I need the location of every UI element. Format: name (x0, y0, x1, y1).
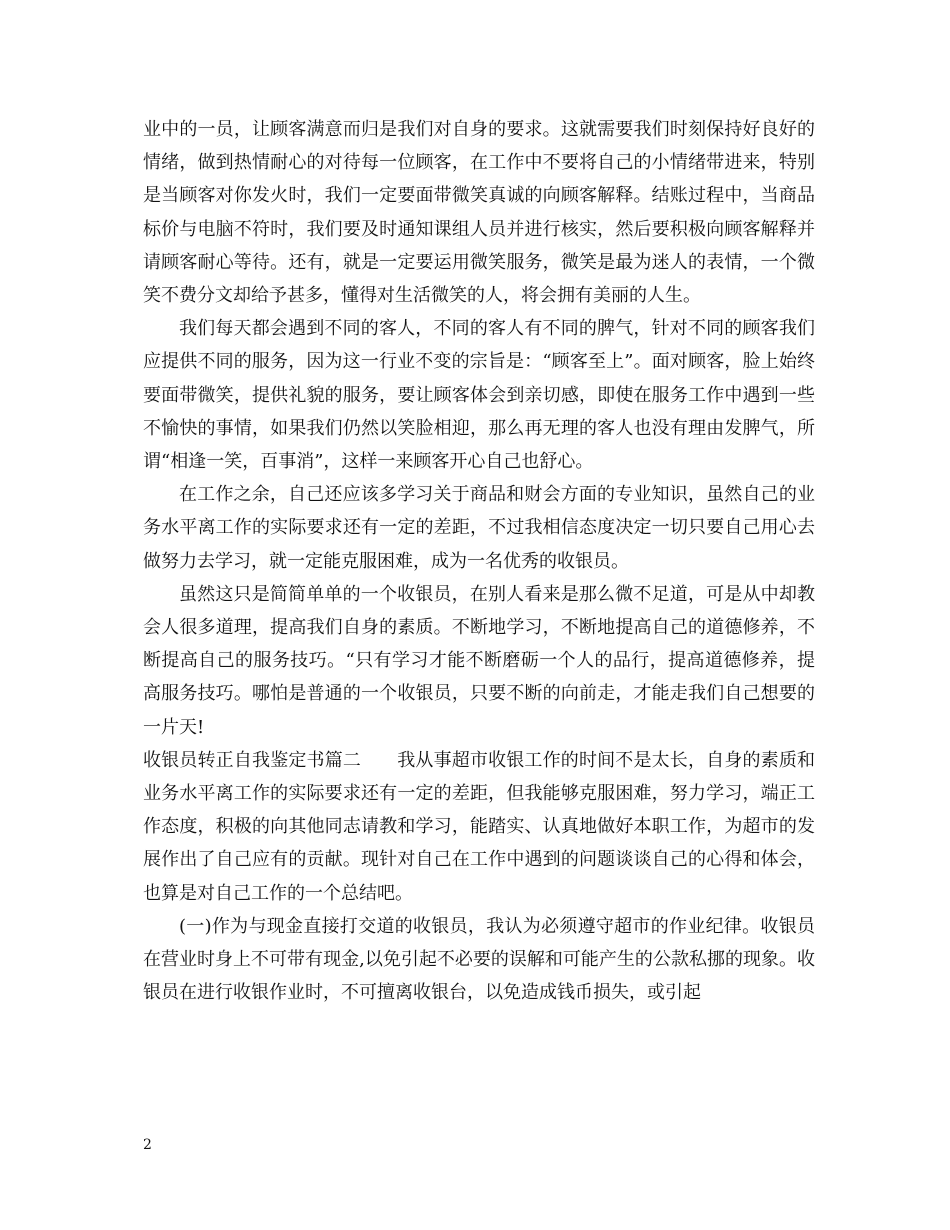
paragraph-3: 在工作之余，自己还应该多学习关于商品和财会方面的专业知识，虽然自己的业务水平离工作的实际要求还有一定的差距，不过我相信态度决定一切只要自己用心去做努力去学习，就一定能克服困难，成为一名优秀的收银员。 (143, 484, 815, 572)
paragraph-4: 虽然这只是简简单单的一个收银员，在别人看来是那么微不足道，可是从中却教会人很多道理，提高我们自身的素质。不断地学习，不断地提高自己的道德修养，不断提高自己的服务技巧。“只有学习才能不断磨砺一个人的品行，提高道德修养，提高服务技巧。哪怕是普通的一个收银员，只要不断的向前走，才能走我们自己想要的一片天! (143, 583, 815, 738)
section-two-paragraph (143, 744, 815, 910)
document-body (143, 113, 815, 1009)
section-first-paragraph-text: 我从事超市收银工作的时间不是太长，自身的素质和业务水平离工作的实际要求还有一定的差距，但我能够克服困难，努力学习，端正工作态度，积极的向其他同志请教和学习，能踏实、认真地做好本职工作，为超市的发展作出了自己应有的贡献。现针对自己在工作中遇到的问题谈谈自己的心得和体会，也算是对自己工作的一个总结吧。 (143, 749, 816, 904)
paragraph-1: 业中的一员，让顾客满意而归是我们对自身的要求。这就需要我们时刻保持好良好的情绪，做到热情耐心的对待每一位顾客，在工作中不要将自己的小情绪带进来，特别是当顾客对你发火时，我们一定要面带微笑真诚的向顾客解释。结账过程中，当商品标价与电脑不符时，我们要及时通知课组人员并进行核实，然后要积极向顾客解释并请顾客耐心等待。还有，就是一定要运用微笑服务，微笑是最为迷人的表情，一个微笑不费分文却给予甚多，懂得对生活微笑的人，将会拥有美丽的人生。 (143, 119, 815, 307)
paragraph-2: 我们每天都会遇到不同的客人，不同的客人有不同的脾气，针对不同的顾客我们应提供不同的服务，因为这一行业不变的宗旨是：“顾客至上”。面对顾客，脸上始终要面带微笑，提供礼貌的服务，要让顾客体会到亲切感，即使在服务工作中遇到一些不愉快的事情，如果我们仍然以笑脸相迎，那么再无理的客人也没有理由发脾气，所谓“相逢一笑，百事消”，这样一来顾客开心自己也舒心。 (143, 318, 815, 473)
final-paragraph: (一)作为与现金直接打交道的收银员，我认为必须遵守超市的作业纪律。收银员在营业时身上不可带有现金,以免引起不必要的误解和可能产生的公款私挪的现象。收银员在进行收银作业时，不可擅离收银台，以免造成钱币损失，或引起 (143, 915, 815, 1004)
page-number: 2 (143, 1137, 152, 1153)
section-heading: 收银员转正自我鉴定书篇二 (143, 749, 362, 771)
